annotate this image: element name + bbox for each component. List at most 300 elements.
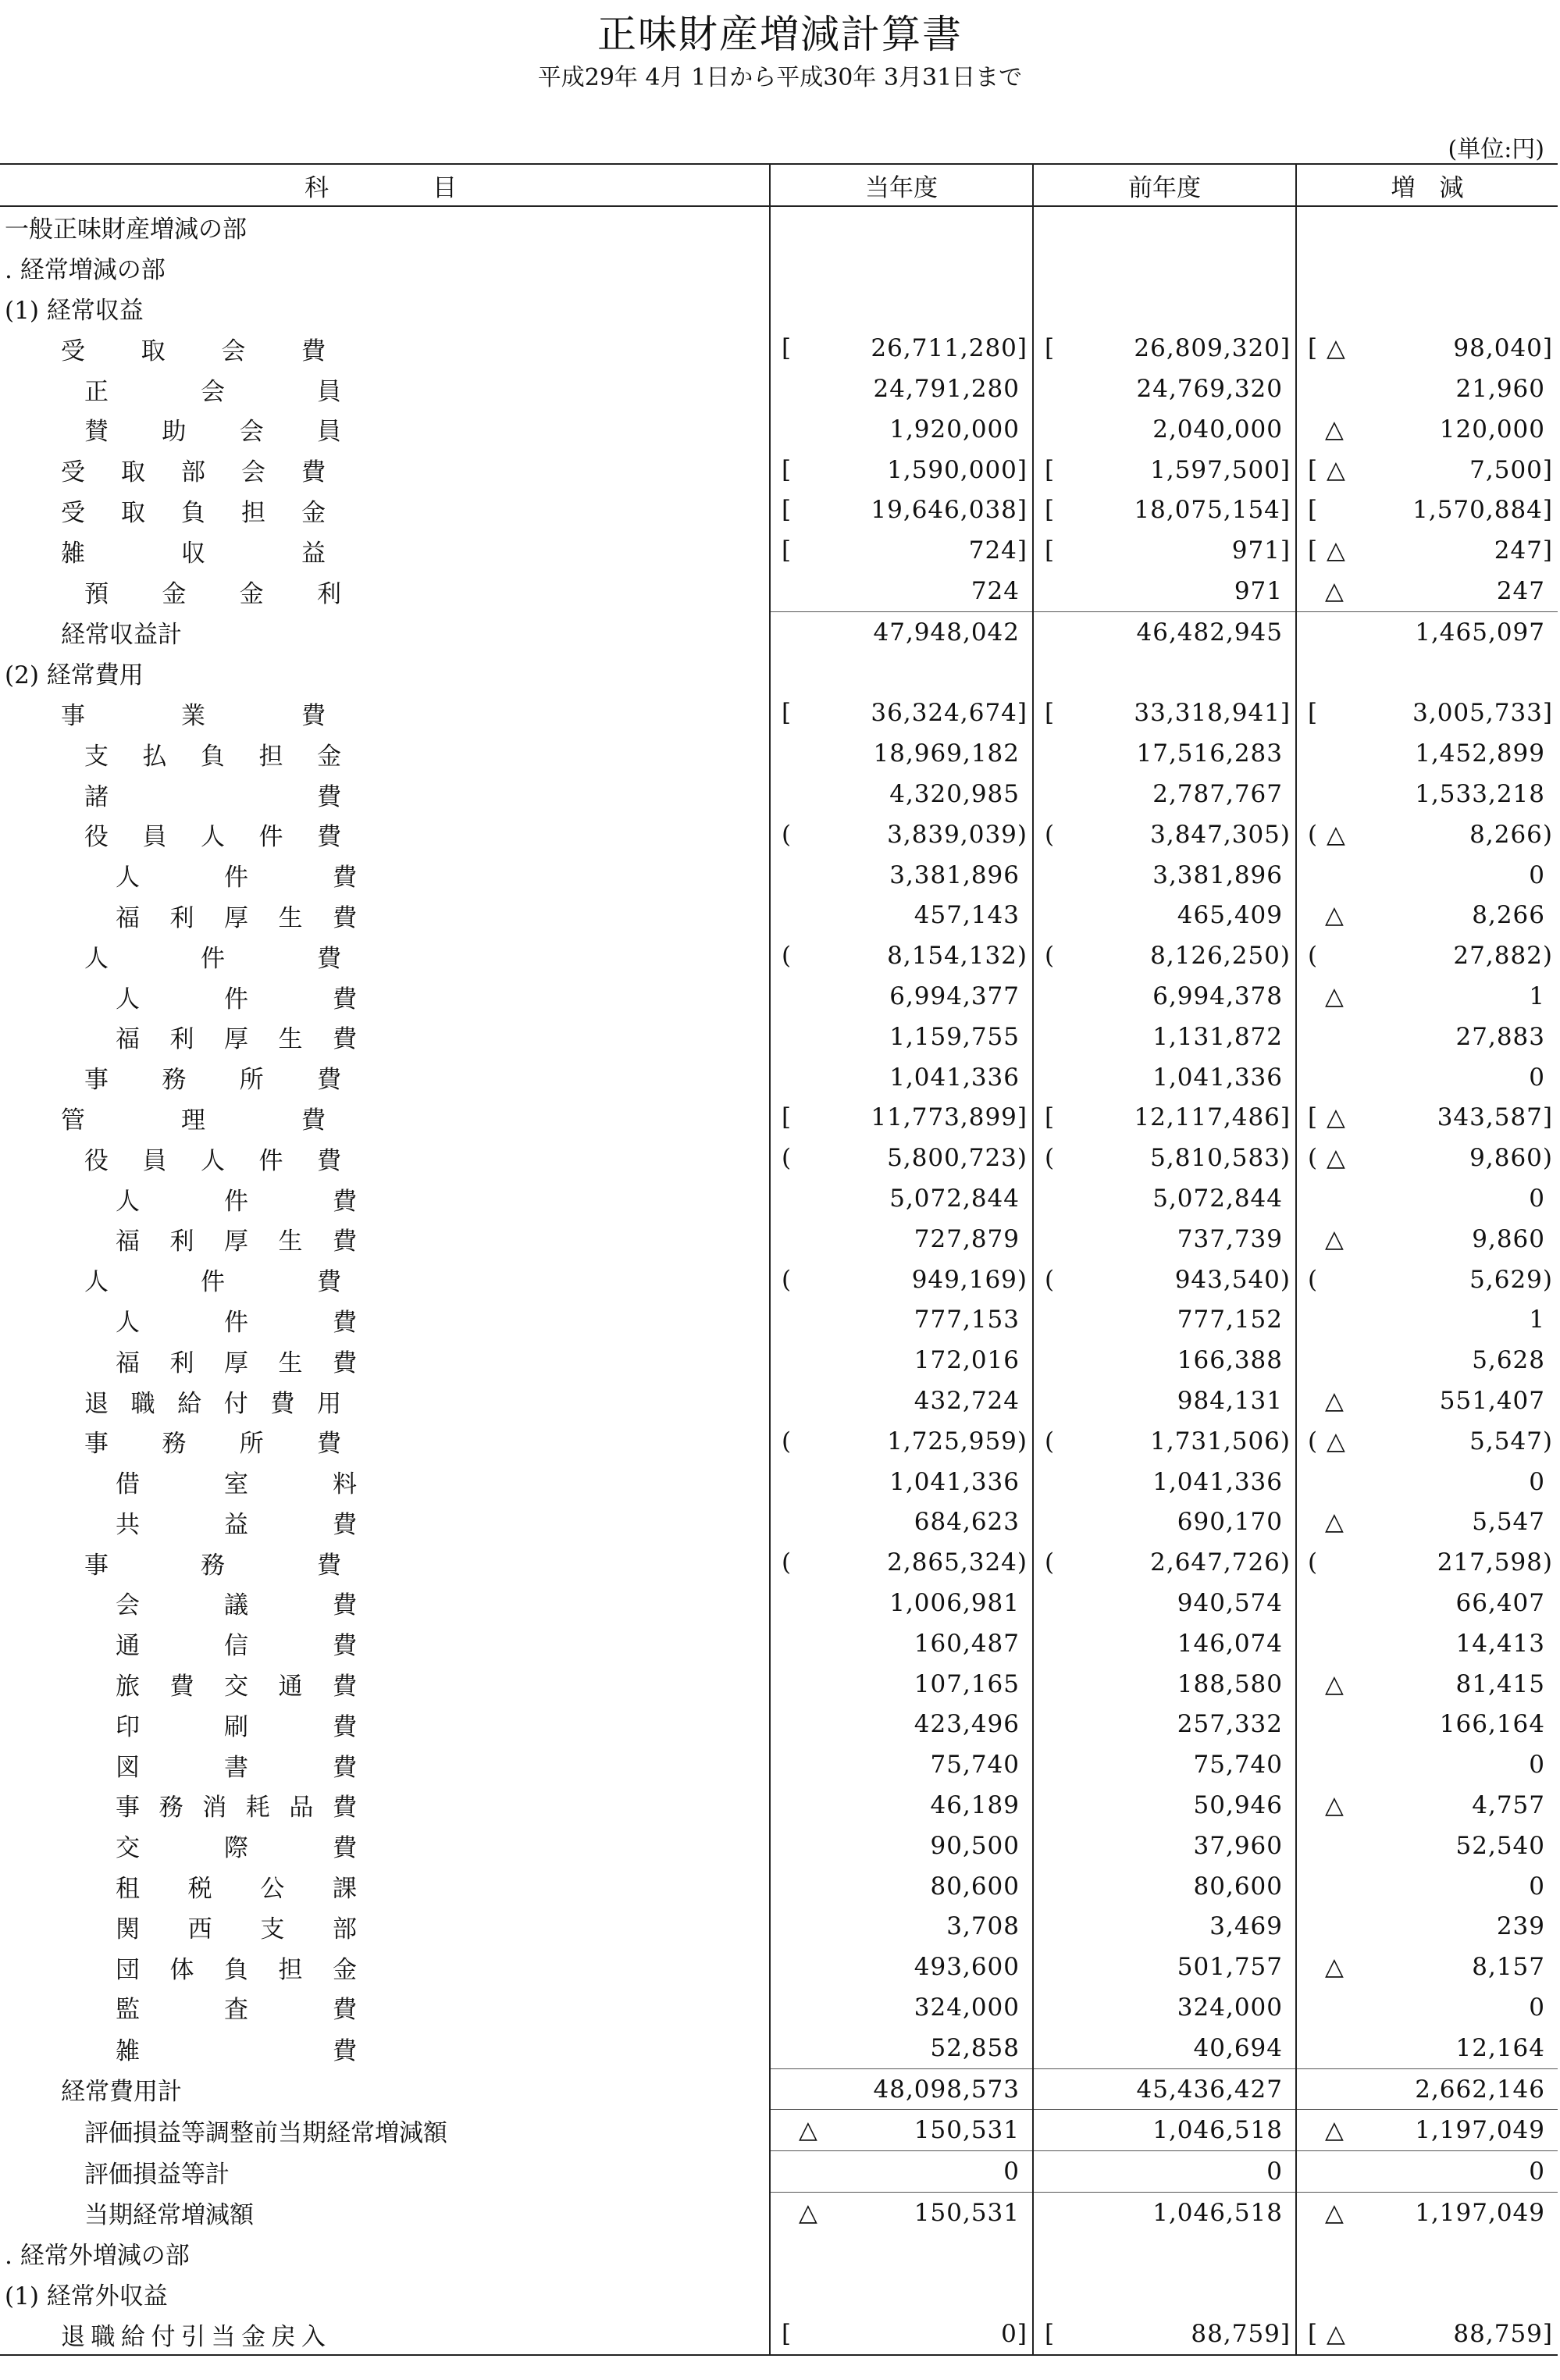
label-char: 所 (239, 1066, 264, 1095)
current-year-cell (770, 2110, 1033, 2151)
current-year-cell (770, 1583, 1033, 1623)
current-year-value: 172,016 (914, 1346, 1020, 1375)
previous-year-value: 24,769,320 (1136, 375, 1283, 404)
label-char: 費 (332, 1794, 357, 1822)
statement-period: 平成29年 4月 1日から平成30年 3月31日まで (537, 64, 1023, 91)
current-year-cell (770, 248, 1033, 288)
account-label (0, 814, 769, 855)
change-cell (1296, 935, 1558, 976)
label-char: 費 (317, 823, 341, 852)
account-label: 評価損益等調整前当期経常増減額 (84, 2118, 447, 2147)
previous-year-value: 2,647,726) (1150, 1548, 1291, 1577)
current-year-value: 48,098,573 (873, 2075, 1020, 2104)
change-cell (1296, 774, 1558, 814)
table-row (0, 1542, 1558, 1583)
label-char: 支 (260, 1915, 285, 1944)
current-year-cell (770, 2314, 1033, 2355)
current-year-value: 150,531 (914, 2116, 1020, 2145)
label-char: 諸 (84, 782, 109, 811)
header-row (0, 164, 1558, 206)
label-char: 費 (317, 944, 341, 973)
table-row (0, 935, 1558, 976)
label-char: 利 (169, 1349, 194, 1377)
change-cell (1296, 2068, 1558, 2110)
current-year-value: 107,165 (914, 1669, 1020, 1698)
current-year-value: 26,711,280] (871, 334, 1028, 363)
account-cell (0, 814, 770, 855)
label-char: 受 (61, 498, 85, 527)
previous-year-value: 465,409 (1177, 901, 1283, 930)
previous-year-cell (1033, 2233, 1296, 2274)
previous-year-value: 1,046,518 (1152, 2198, 1283, 2227)
current-year-value: 684,623 (914, 1508, 1020, 1537)
table-row (0, 774, 1558, 814)
change-cell (1296, 248, 1558, 288)
change-value: 239 (1496, 1912, 1545, 1941)
account-cell (0, 1704, 770, 1744)
label-char: 引 (181, 2322, 205, 2351)
label-char: 福 (116, 1349, 140, 1377)
current-year-cell (770, 1906, 1033, 1947)
label-char: 人 (116, 864, 140, 892)
label-char: 利 (169, 1025, 194, 1054)
bracket-open: [ (1045, 455, 1055, 484)
previous-year-cell (1033, 1744, 1296, 1785)
label-char: 受 (61, 458, 85, 487)
account-cell (0, 1138, 770, 1178)
label-char: 会 (201, 377, 225, 406)
previous-year-cell (1033, 1826, 1296, 1866)
account-cell (0, 490, 770, 531)
table-row (0, 976, 1558, 1017)
label-char: 図 (116, 1753, 140, 1782)
account-cell (0, 2193, 770, 2233)
previous-year-value: 12,117,486] (1134, 1103, 1291, 1132)
triangle-negative-icon: △ (1325, 2198, 1344, 2227)
statement-body (0, 206, 1558, 2355)
bracket-open: ( (1045, 1427, 1055, 1455)
label-char: 費 (333, 1996, 357, 2025)
previous-year-cell (1033, 733, 1296, 774)
account-label (0, 1017, 769, 1057)
table-row (0, 1826, 1558, 1866)
previous-year-cell (1033, 1098, 1296, 1138)
account-cell (0, 855, 770, 896)
change-value: 66,407 (1455, 1588, 1545, 1617)
current-year-value: 5,800,723) (887, 1144, 1028, 1173)
label-char: 査 (224, 1996, 248, 2025)
change-value: 9,860 (1472, 1224, 1545, 1253)
previous-year-value: 5,810,583) (1150, 1144, 1291, 1173)
current-year-cell (770, 1300, 1033, 1341)
current-year-cell (770, 1704, 1033, 1744)
current-year-cell (770, 1219, 1033, 1259)
previous-year-value: 80,600 (1193, 1872, 1283, 1901)
change-cell (1296, 1098, 1558, 1138)
label-char: 議 (224, 1591, 248, 1620)
triangle-negative-icon: △ (799, 2116, 817, 2145)
label-char: 会 (241, 458, 265, 487)
current-year-value: 19,646,038] (871, 496, 1028, 525)
label-char: 生 (278, 1227, 303, 1256)
previous-year-cell (1033, 2193, 1296, 2233)
current-year-value: 724] (968, 536, 1028, 565)
table-row (0, 530, 1558, 571)
table-row (0, 1906, 1558, 1947)
account-label (0, 2028, 769, 2068)
previous-year-value: 1,046,518 (1152, 2116, 1283, 2145)
label-char: 賛 (84, 418, 109, 447)
previous-year-cell (1033, 2151, 1296, 2193)
change-value: 247] (1494, 536, 1553, 565)
label-char: 費 (333, 1753, 357, 1782)
account-cell (0, 1017, 770, 1057)
label-char: 費 (301, 458, 326, 487)
label-char: 件 (224, 1308, 248, 1337)
change-cell (1296, 1178, 1558, 1219)
account-label (0, 1300, 769, 1341)
label-char: 員 (142, 823, 167, 852)
triangle-negative-icon: △ (1325, 1508, 1344, 1537)
change-value: 98,040] (1453, 334, 1553, 363)
label-char: 生 (278, 1025, 303, 1054)
previous-year-value: 2,787,767 (1152, 780, 1283, 809)
account-label (0, 1421, 769, 1462)
current-year-cell (770, 571, 1033, 611)
account-label: 一般正味財産増減の部 (5, 216, 247, 244)
account-cell (0, 611, 770, 652)
previous-year-value: 501,757 (1177, 1953, 1283, 1982)
triangle-negative-icon: △ (1327, 1144, 1345, 1173)
current-year-cell (770, 409, 1033, 450)
bracket-open: [ (1308, 1103, 1318, 1132)
table-row (0, 1381, 1558, 1421)
account-label (0, 1785, 769, 1826)
label-char: 費 (333, 1632, 357, 1661)
account-cell (0, 1866, 770, 1907)
current-year-cell (770, 611, 1033, 652)
current-year-cell (770, 1744, 1033, 1785)
label-char: 費 (333, 1712, 357, 1741)
current-year-cell (770, 1987, 1033, 2028)
previous-year-cell (1033, 288, 1296, 329)
previous-year-value: 188,580 (1177, 1669, 1283, 1698)
bracket-open: [ (1308, 334, 1318, 363)
table-row (0, 1219, 1558, 1259)
change-cell (1296, 1340, 1558, 1381)
label-char: 費 (333, 2036, 357, 2065)
triangle-negative-icon: △ (1325, 1669, 1344, 1698)
label-char: 当 (211, 2322, 236, 2351)
label-char: 所 (239, 1430, 264, 1459)
previous-year-cell (1033, 450, 1296, 490)
label-char: 人 (84, 1268, 109, 1297)
label-char: 職 (130, 1389, 155, 1418)
table-row (0, 571, 1558, 611)
label-char: 金 (162, 579, 187, 608)
table-row (0, 1785, 1558, 1826)
account-label (0, 1583, 769, 1623)
label-char: 件 (224, 985, 248, 1014)
account-cell (0, 653, 770, 693)
previous-year-value: 1,131,872 (1152, 1022, 1283, 1051)
account-label (0, 935, 769, 976)
account-label (0, 2314, 769, 2354)
change-cell (1296, 1866, 1558, 1907)
label-char: 件 (258, 823, 283, 852)
change-value: 7,500] (1469, 455, 1553, 484)
bracket-open: [ (782, 699, 792, 728)
label-char: 借 (116, 1470, 140, 1499)
label-char: 預 (84, 579, 109, 608)
label-char: 利 (169, 903, 194, 932)
previous-year-value: 940,574 (1177, 1588, 1283, 1617)
header-account: 科 目 (0, 164, 770, 206)
account-label: 当期経常増減額 (84, 2201, 254, 2230)
label-char: 理 (181, 1106, 205, 1135)
account-label (0, 733, 769, 774)
previous-year-value: 6,994,378 (1152, 982, 1283, 1011)
bracket-open: [ (1308, 455, 1318, 484)
bracket-open: [ (1308, 2320, 1318, 2349)
current-year-value: 24,791,280 (873, 375, 1020, 404)
change-value: 0 (1529, 1185, 1545, 1213)
current-year-cell (770, 2151, 1033, 2193)
change-value: 1,533,218 (1415, 780, 1545, 809)
header-change: 増 減 (1296, 164, 1558, 206)
bracket-open: ( (1045, 820, 1055, 849)
current-year-cell (770, 206, 1033, 248)
current-year-cell (770, 450, 1033, 490)
current-year-cell (770, 1017, 1033, 1057)
current-year-value: 423,496 (914, 1710, 1020, 1739)
account-cell (0, 1947, 770, 1987)
previous-year-cell (1033, 1987, 1296, 2028)
previous-year-value: 50,946 (1193, 1790, 1283, 1819)
label-char: 付 (223, 1389, 248, 1418)
change-cell (1296, 1906, 1558, 1947)
current-year-value: 1,006,981 (889, 1588, 1020, 1617)
account-cell (0, 1987, 770, 2028)
change-cell (1296, 693, 1558, 734)
label-char: 関 (116, 1915, 140, 1944)
change-cell (1296, 2110, 1558, 2151)
label-char: 取 (121, 458, 145, 487)
current-year-cell (770, 1462, 1033, 1502)
account-label (0, 1138, 769, 1178)
account-cell (0, 1219, 770, 1259)
label-char: 退 (84, 1389, 109, 1418)
bracket-open: [ (1045, 2320, 1055, 2349)
bracket-open: [ (1045, 496, 1055, 525)
table-row (0, 248, 1558, 288)
current-year-value: 724 (971, 577, 1020, 606)
table-row (0, 1664, 1558, 1705)
table-row (0, 1947, 1558, 1987)
label-char: 務 (158, 1794, 183, 1822)
change-value: 217,598) (1437, 1548, 1553, 1577)
current-year-value: 1,725,959) (887, 1427, 1028, 1455)
table-row (0, 2028, 1558, 2068)
change-cell (1296, 1421, 1558, 1462)
label-char: 利 (316, 579, 341, 608)
account-label (0, 896, 769, 936)
label-char: 信 (224, 1632, 248, 1661)
account-cell (0, 1300, 770, 1341)
label-char: 事 (116, 1794, 140, 1822)
account-cell (0, 2110, 770, 2151)
label-char: 費 (333, 1025, 357, 1054)
change-value: 551,407 (1439, 1387, 1545, 1415)
table-row (0, 206, 1558, 248)
previous-year-value: 3,469 (1209, 1912, 1283, 1941)
label-char: 費 (317, 1146, 341, 1175)
label-char: 負 (201, 742, 225, 771)
previous-year-cell (1033, 2028, 1296, 2068)
change-cell (1296, 1987, 1558, 2028)
account-label (0, 1906, 769, 1947)
triangle-negative-icon: △ (1327, 2320, 1345, 2349)
label-char: 刷 (224, 1712, 248, 1741)
change-value: 166,164 (1439, 1710, 1545, 1739)
label-char: 費 (333, 1510, 357, 1539)
change-value: 2,662,146 (1415, 2075, 1545, 2104)
label-char: 収 (181, 539, 205, 568)
current-year-value: 11,773,899] (871, 1103, 1028, 1132)
bracket-open: [ (1045, 334, 1055, 363)
change-cell (1296, 1664, 1558, 1705)
change-value: 88,759] (1453, 2320, 1553, 2349)
account-label (0, 490, 769, 531)
account-label: . 経常増減の部 (5, 256, 166, 285)
previous-year-value: 18,075,154] (1134, 496, 1291, 525)
current-year-cell (770, 490, 1033, 531)
current-year-value: 3,839,039) (887, 820, 1028, 849)
previous-year-value: 166,388 (1177, 1346, 1283, 1375)
previous-year-cell (1033, 1381, 1296, 1421)
account-cell (0, 2314, 770, 2355)
label-char: 担 (258, 742, 283, 771)
change-cell (1296, 2314, 1558, 2355)
change-cell (1296, 2233, 1558, 2274)
account-label (0, 369, 769, 409)
current-year-value: 1,920,000 (889, 415, 1020, 444)
label-char: 費 (301, 337, 326, 365)
label-char: 取 (121, 498, 145, 527)
label-char: 課 (332, 1875, 357, 1904)
triangle-negative-icon: △ (1325, 415, 1344, 444)
statement-table (0, 163, 1558, 2356)
previous-year-cell (1033, 1259, 1296, 1300)
current-year-cell (770, 774, 1033, 814)
label-char: 費 (333, 1308, 357, 1337)
label-char: 務 (162, 1430, 187, 1459)
change-value: 0 (1529, 2157, 1545, 2186)
label-char: 通 (116, 1632, 140, 1661)
previous-year-cell (1033, 1583, 1296, 1623)
previous-year-value: 971] (1231, 536, 1291, 565)
table-row (0, 733, 1558, 774)
bracket-open: ( (1045, 1548, 1055, 1577)
account-cell (0, 2274, 770, 2314)
label-char: 助 (162, 418, 187, 447)
previous-year-cell (1033, 1866, 1296, 1907)
current-year-value: 727,879 (914, 1224, 1020, 1253)
change-value: 1,452,899 (1415, 739, 1545, 768)
account-cell (0, 1542, 770, 1583)
label-char: 耗 (245, 1794, 270, 1822)
label-char: 印 (116, 1712, 140, 1741)
previous-year-value: 17,516,283 (1136, 739, 1283, 768)
triangle-negative-icon: △ (1327, 820, 1345, 849)
change-value: 1,197,049 (1415, 2116, 1545, 2145)
change-cell (1296, 450, 1558, 490)
table-row (0, 1340, 1558, 1381)
change-value: 8,157 (1472, 1953, 1545, 1982)
change-value: 1,570,884] (1412, 496, 1553, 525)
triangle-negative-icon: △ (1325, 1224, 1344, 1253)
current-year-value: 493,600 (914, 1953, 1020, 1982)
change-cell (1296, 2193, 1558, 2233)
table-row (0, 2274, 1558, 2314)
current-year-value: 2,865,324) (887, 1548, 1028, 1577)
label-char: 部 (181, 458, 205, 487)
label-char: 事 (84, 1430, 109, 1459)
triangle-negative-icon: △ (1327, 455, 1345, 484)
label-char: 通 (278, 1673, 303, 1701)
previous-year-cell (1033, 935, 1296, 976)
change-value: 5,629) (1469, 1265, 1553, 1294)
current-year-cell (770, 1866, 1033, 1907)
label-char: 費 (317, 1268, 341, 1297)
account-cell (0, 248, 770, 288)
label-char: 件 (201, 944, 225, 973)
current-year-cell (770, 1623, 1033, 1664)
previous-year-cell (1033, 1178, 1296, 1219)
label-char: 金 (333, 1955, 357, 1984)
current-year-cell (770, 814, 1033, 855)
bracket-open: [ (1308, 536, 1318, 565)
change-value: 14,413 (1455, 1629, 1545, 1658)
change-cell (1296, 733, 1558, 774)
bracket-open: ( (782, 1265, 792, 1294)
label-char: 費 (333, 864, 357, 892)
previous-year-cell (1033, 2314, 1296, 2355)
label-char: 退 (61, 2322, 85, 2351)
previous-year-cell (1033, 571, 1296, 611)
previous-year-cell (1033, 2274, 1296, 2314)
account-cell (0, 1421, 770, 1462)
account-label (0, 1744, 769, 1785)
current-year-value: 1,590,000] (887, 455, 1028, 484)
change-cell (1296, 206, 1558, 248)
previous-year-value: 8,126,250) (1150, 942, 1291, 971)
account-label: 経常費用計 (61, 2078, 182, 2107)
table-row (0, 2151, 1558, 2193)
current-year-value: 3,381,896 (889, 860, 1020, 889)
bracket-open: [ (782, 455, 792, 484)
label-char: 公 (260, 1875, 285, 1904)
previous-year-value: 257,332 (1177, 1710, 1283, 1739)
label-char: 件 (258, 1146, 283, 1175)
account-cell (0, 1462, 770, 1502)
account-label (0, 976, 769, 1017)
label-char: 給 (177, 1389, 202, 1418)
change-cell (1296, 1947, 1558, 1987)
current-year-value: 1,041,336 (889, 1467, 1020, 1496)
label-char: 厚 (224, 1227, 248, 1256)
current-year-cell (770, 2068, 1033, 2110)
